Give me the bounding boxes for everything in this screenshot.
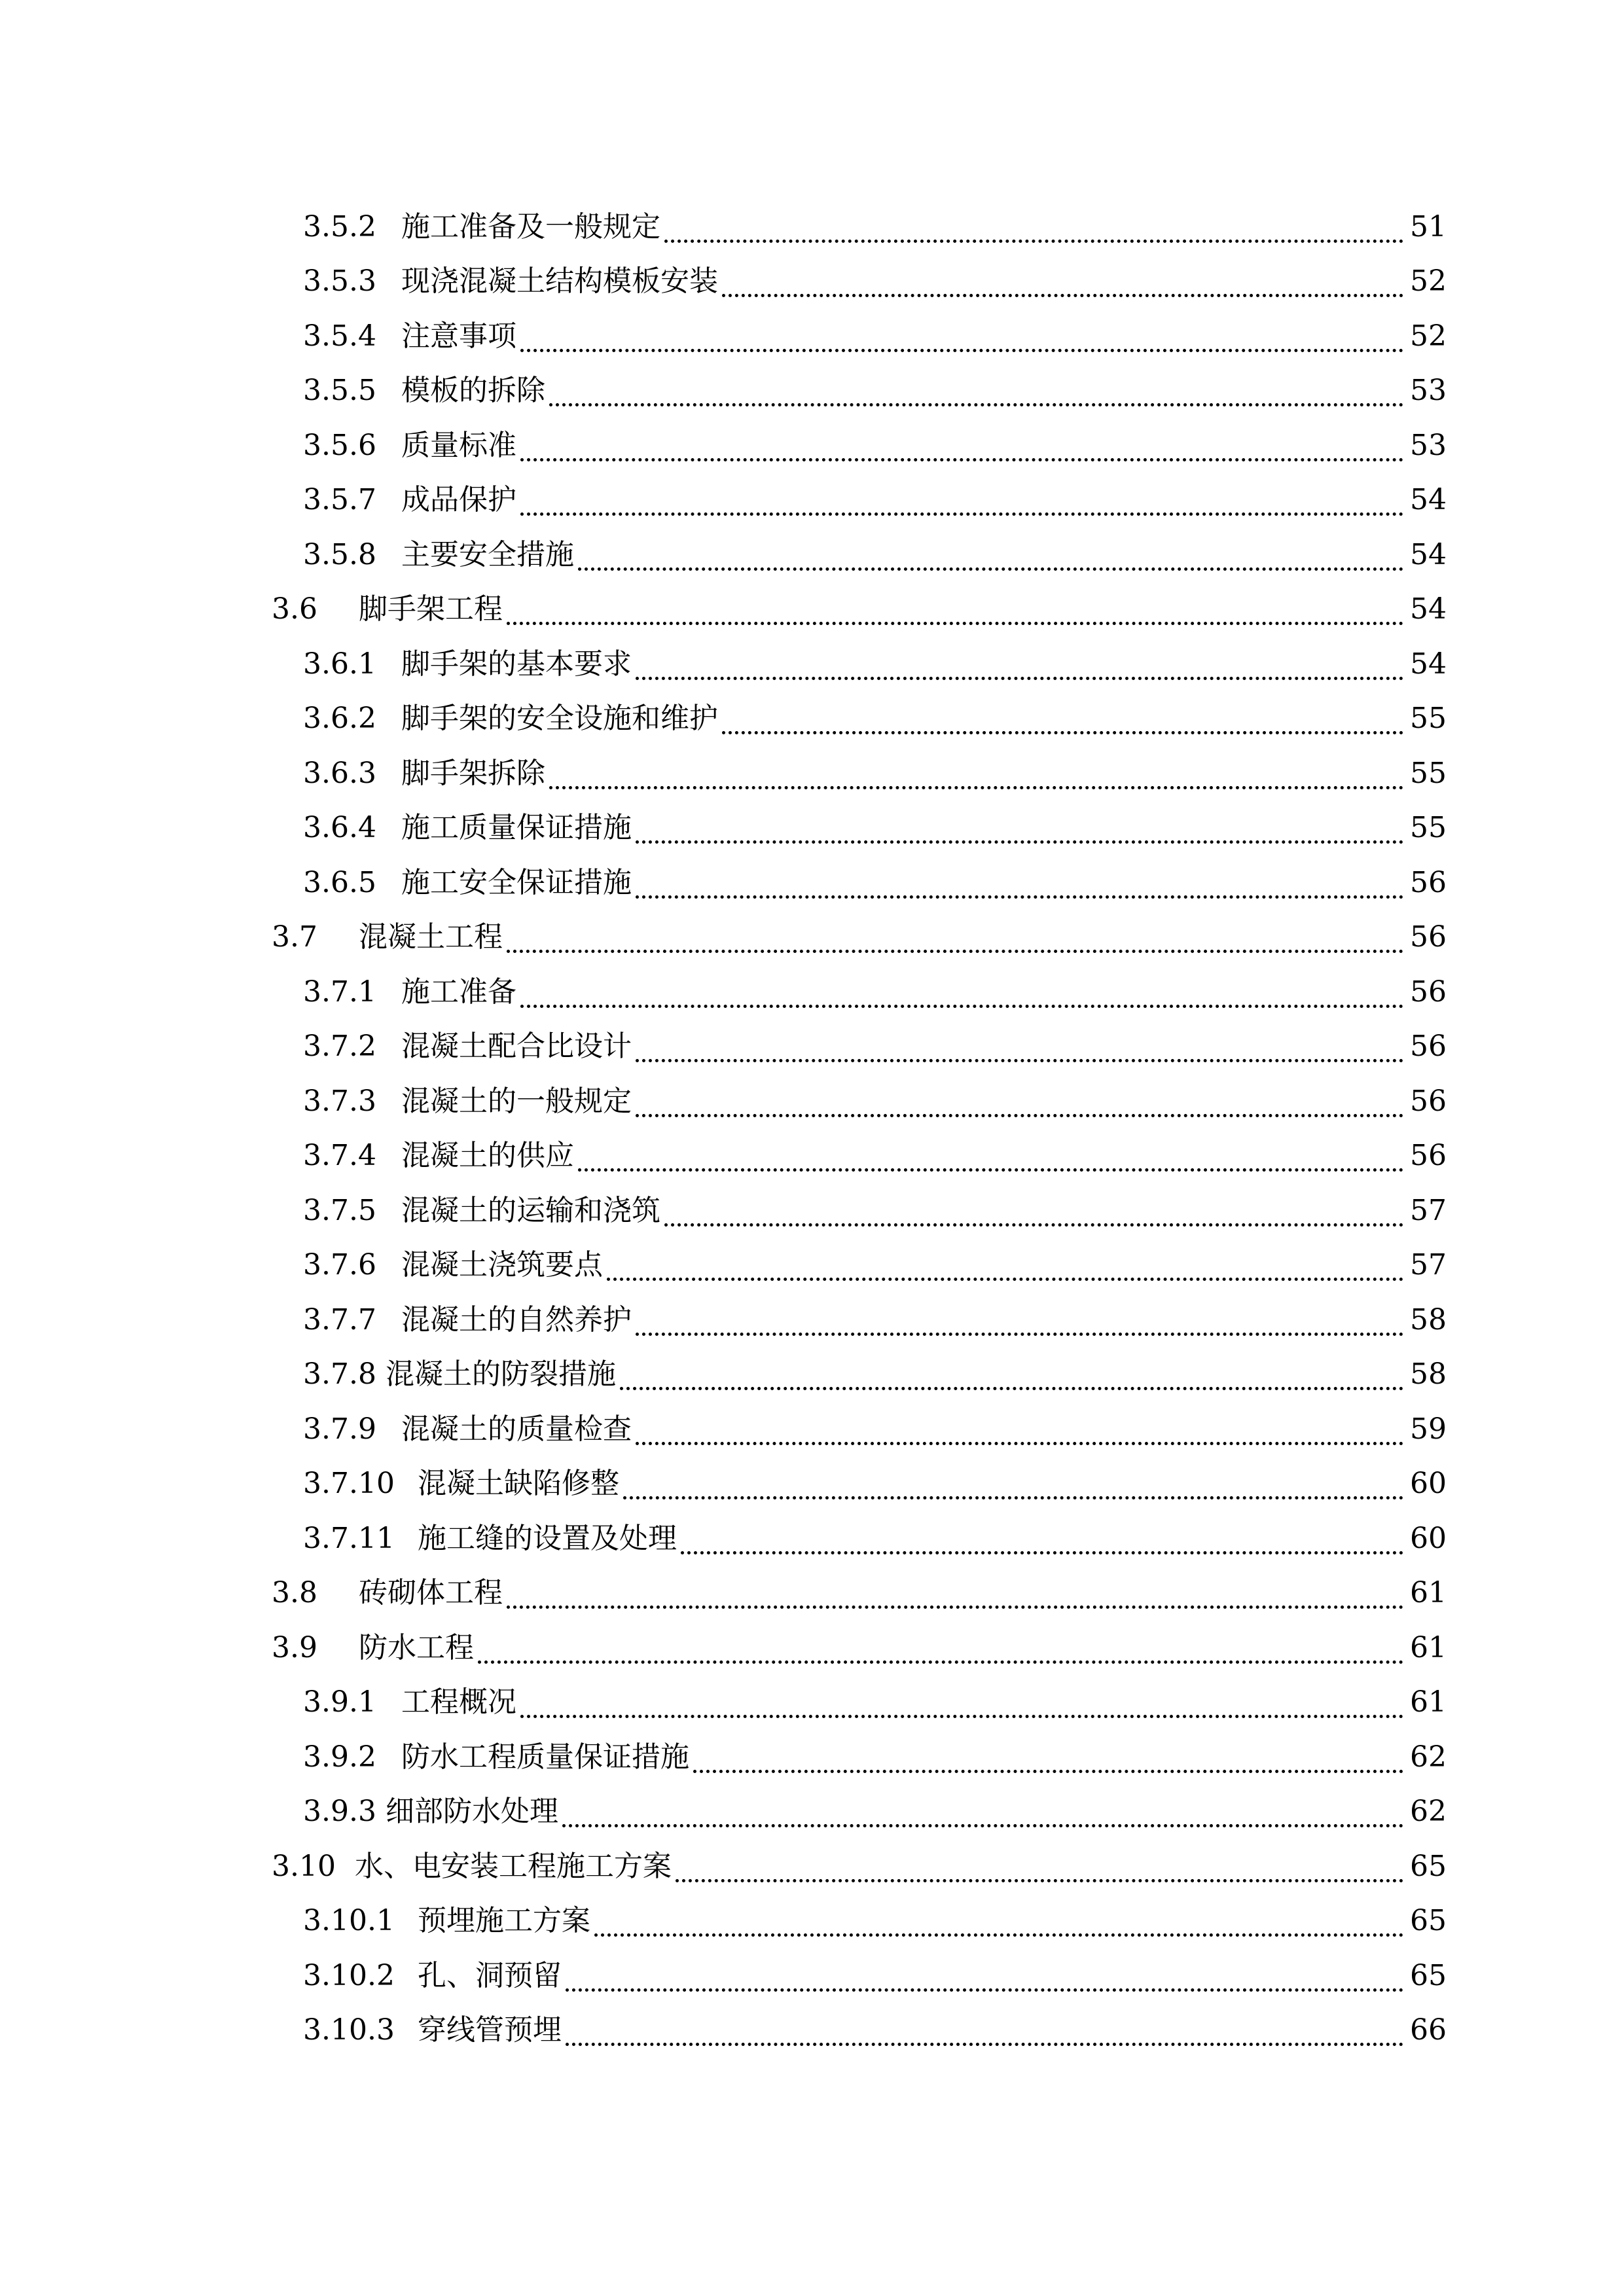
toc-entry-title: 穿线管预埋 <box>418 2013 562 2047</box>
toc-entry-number: 3.7.3 <box>303 1084 376 1118</box>
toc-entry-page-number: 59 <box>1410 1412 1447 1446</box>
dot-leader <box>664 211 1403 243</box>
toc-entry-title: 水、电安装工程施工方案 <box>355 1849 672 1883</box>
toc-entry-title: 混凝土的质量检查 <box>401 1412 632 1446</box>
toc-entry[interactable] <box>272 309 1447 364</box>
toc-entry-number: 3.9.2 <box>303 1740 376 1774</box>
toc-entry-title: 防水工程质量保证措施 <box>401 1740 689 1774</box>
toc-entry-number: 3.6.4 <box>303 811 376 845</box>
toc-entry-number: 3.7.10 <box>303 1467 395 1501</box>
toc-entry[interactable] <box>272 637 1447 692</box>
toc-entry[interactable] <box>272 1948 1447 2003</box>
toc-entry[interactable] <box>272 801 1447 856</box>
toc-entry-page-number: 54 <box>1410 483 1447 517</box>
toc-entry[interactable] <box>272 583 1447 637</box>
toc-entry-number: 3.6 <box>272 592 317 626</box>
toc-entry[interactable] <box>272 1894 1447 1949</box>
dot-leader <box>636 1413 1403 1445</box>
toc-entry-page-number: 65 <box>1410 1958 1447 1992</box>
toc-entry-page-number: 61 <box>1410 1630 1447 1664</box>
dot-leader <box>607 1249 1403 1281</box>
dot-leader <box>664 1194 1403 1227</box>
dot-leader <box>562 1795 1403 1827</box>
dot-leader <box>636 812 1403 844</box>
toc-entry-title: 施工质量保证措施 <box>401 811 632 845</box>
toc-entry-title: 模板的拆除 <box>401 374 545 408</box>
toc-entry-title: 细部防水处理 <box>386 1795 558 1829</box>
toc-entry[interactable] <box>272 965 1447 1020</box>
toc-entry-number: 3.7.5 <box>303 1193 376 1227</box>
dot-leader <box>578 1139 1403 1172</box>
toc-entry-page-number: 66 <box>1410 2013 1447 2047</box>
toc-entry[interactable] <box>272 1785 1447 1840</box>
toc-entry-title: 孔、洞预留 <box>418 1958 562 1992</box>
toc-entry-title: 施工安全保证措施 <box>401 865 632 899</box>
toc-entry[interactable] <box>272 1074 1447 1129</box>
toc-entry-page-number: 52 <box>1410 264 1447 298</box>
toc-entry[interactable] <box>272 1511 1447 1566</box>
toc-entry-title: 工程概况 <box>401 1685 516 1719</box>
toc-entry-page-number: 60 <box>1410 1521 1447 1555</box>
dot-leader <box>722 702 1403 734</box>
toc-entry-title: 现浇混凝土结构模板安装 <box>401 264 718 298</box>
toc-entry-title: 混凝土的一般规定 <box>401 1084 632 1118</box>
toc-entry-page-number: 58 <box>1410 1302 1447 1336</box>
toc-entry-title: 混凝土的防裂措施 <box>386 1357 616 1391</box>
toc-entry-number: 3.9.3 <box>303 1795 376 1829</box>
toc-entry-title: 注意事项 <box>401 319 516 353</box>
dot-leader <box>507 921 1403 953</box>
toc-entry[interactable] <box>272 364 1447 419</box>
toc-entry[interactable] <box>272 1129 1447 1184</box>
dot-leader <box>594 1905 1403 1937</box>
dot-leader <box>520 1686 1403 1718</box>
toc-entry-page-number: 55 <box>1410 756 1447 790</box>
toc-entry-title: 脚手架工程 <box>359 592 503 626</box>
dot-leader <box>520 429 1403 461</box>
toc-entry-page-number: 57 <box>1410 1248 1447 1282</box>
toc-entry-number: 3.7.6 <box>303 1248 376 1282</box>
toc-entry-page-number: 57 <box>1410 1193 1447 1227</box>
dot-leader <box>507 1577 1403 1609</box>
dot-leader <box>722 265 1403 297</box>
toc-entry[interactable] <box>272 692 1447 747</box>
toc-entry-title: 脚手架的基本要求 <box>401 647 632 681</box>
toc-entry-number: 3.6.3 <box>303 756 376 790</box>
toc-entry[interactable] <box>272 255 1447 310</box>
toc-entry-title: 混凝土配合比设计 <box>401 1030 632 1064</box>
dot-leader <box>636 1304 1403 1336</box>
toc-entry[interactable] <box>272 1348 1447 1403</box>
dot-leader <box>578 539 1403 571</box>
dot-leader <box>520 484 1403 516</box>
toc-entry[interactable] <box>272 1621 1447 1676</box>
dot-leader <box>520 320 1403 352</box>
toc-entry-number: 3.9 <box>272 1630 317 1664</box>
toc-entry-number: 3.10.3 <box>303 2013 395 2047</box>
toc-entry-page-number: 62 <box>1410 1740 1447 1774</box>
dot-leader <box>623 1467 1403 1499</box>
toc-entry-title: 防水工程 <box>359 1630 474 1664</box>
toc-entry[interactable] <box>272 1457 1447 1512</box>
toc-entry-page-number: 53 <box>1410 374 1447 408</box>
toc-entry-page-number: 52 <box>1410 319 1447 353</box>
dot-leader <box>520 976 1403 1008</box>
toc-entry-number: 3.7.11 <box>303 1521 395 1555</box>
toc-entry-page-number: 61 <box>1410 1576 1447 1610</box>
toc-entry-title: 混凝土缺陷修整 <box>418 1467 619 1501</box>
toc-entry-title: 砖砌体工程 <box>359 1576 503 1610</box>
dot-leader <box>636 867 1403 899</box>
toc-entry-number: 3.6.1 <box>303 647 376 681</box>
toc-entry-page-number: 56 <box>1410 1084 1447 1118</box>
toc-entry[interactable] <box>272 1839 1447 1894</box>
toc-entry[interactable] <box>272 1402 1447 1457</box>
dot-leader <box>676 1850 1403 1882</box>
toc-entry-title: 主要安全措施 <box>401 537 574 571</box>
toc-entry-number: 3.7.8 <box>303 1357 376 1391</box>
toc-entry-title: 施工准备 <box>401 975 516 1009</box>
toc-entry-title: 混凝土的自然养护 <box>401 1302 632 1336</box>
toc-entry-page-number: 55 <box>1410 702 1447 736</box>
toc-entry-number: 3.5.5 <box>303 374 376 408</box>
toc-entry-page-number: 56 <box>1410 865 1447 899</box>
toc-entry-number: 3.6.2 <box>303 702 376 736</box>
toc-entry[interactable] <box>272 473 1447 528</box>
toc-entry-page-number: 56 <box>1410 920 1447 954</box>
toc-entry-number: 3.5.7 <box>303 483 376 517</box>
toc-entry[interactable] <box>272 910 1447 965</box>
toc-entry[interactable] <box>272 1183 1447 1238</box>
toc-entry-number: 3.9.1 <box>303 1685 376 1719</box>
toc-entry-title: 质量标准 <box>401 428 516 462</box>
toc-entry-title: 成品保护 <box>401 483 516 517</box>
toc-entry-page-number: 55 <box>1410 811 1447 845</box>
toc-entry[interactable] <box>272 855 1447 910</box>
toc-entry-title: 脚手架拆除 <box>401 756 545 790</box>
toc-entry-title: 预埋施工方案 <box>418 1904 590 1938</box>
toc-entry-page-number: 54 <box>1410 647 1447 681</box>
toc-entry-number: 3.10.1 <box>303 1904 395 1938</box>
toc-entry-title: 混凝土的运输和浇筑 <box>401 1193 660 1227</box>
toc-entry-page-number: 60 <box>1410 1467 1447 1501</box>
toc-entry-number: 3.5.6 <box>303 428 376 462</box>
toc-entry-number: 3.8 <box>272 1576 317 1610</box>
toc-entry-page-number: 62 <box>1410 1795 1447 1829</box>
dot-leader <box>566 2014 1403 2046</box>
toc-entry[interactable] <box>272 418 1447 473</box>
toc-entry-number: 3.7.9 <box>303 1412 376 1446</box>
dot-leader <box>549 374 1403 406</box>
toc-entry-page-number: 51 <box>1410 209 1447 243</box>
toc-entry-number: 3.10.2 <box>303 1958 395 1992</box>
dot-leader <box>507 593 1403 625</box>
toc-entry[interactable] <box>272 528 1447 583</box>
table-of-contents <box>272 200 1447 2058</box>
dot-leader <box>636 1030 1403 1062</box>
dot-leader <box>693 1741 1403 1773</box>
toc-entry[interactable] <box>272 2003 1447 2058</box>
toc-entry[interactable] <box>272 1293 1447 1348</box>
toc-entry[interactable] <box>272 200 1447 255</box>
dot-leader <box>636 1085 1403 1117</box>
toc-entry[interactable] <box>272 1566 1447 1621</box>
dot-leader <box>566 1960 1403 1992</box>
dot-leader <box>478 1632 1403 1664</box>
toc-entry-number: 3.7 <box>272 920 317 954</box>
toc-entry-number: 3.7.1 <box>303 975 376 1009</box>
toc-entry-page-number: 54 <box>1410 537 1447 571</box>
toc-entry-page-number: 65 <box>1410 1849 1447 1883</box>
dot-leader <box>620 1358 1403 1390</box>
toc-entry[interactable] <box>272 1238 1447 1293</box>
toc-entry-title: 脚手架的安全设施和维护 <box>401 702 718 736</box>
toc-entry-number: 3.5.2 <box>303 209 376 243</box>
toc-entry[interactable] <box>272 1020 1447 1075</box>
toc-entry[interactable] <box>272 1676 1447 1731</box>
toc-entry-number: 3.5.4 <box>303 319 376 353</box>
toc-entry-page-number: 54 <box>1410 592 1447 626</box>
toc-entry-number: 3.7.7 <box>303 1302 376 1336</box>
dot-leader <box>549 757 1403 789</box>
toc-entry-title: 混凝土浇筑要点 <box>401 1248 603 1282</box>
toc-entry-page-number: 56 <box>1410 975 1447 1009</box>
toc-entry-title: 混凝土的供应 <box>401 1139 574 1173</box>
toc-entry-page-number: 61 <box>1410 1685 1447 1719</box>
toc-entry-page-number: 53 <box>1410 428 1447 462</box>
toc-entry-number: 3.7.2 <box>303 1030 376 1064</box>
toc-entry-title: 施工缝的设置及处理 <box>418 1521 677 1555</box>
toc-entry-title: 施工准备及一般规定 <box>401 209 660 243</box>
dot-leader <box>681 1522 1403 1554</box>
toc-entry-number: 3.10 <box>272 1849 336 1883</box>
toc-entry[interactable] <box>272 1730 1447 1785</box>
toc-entry-title: 混凝土工程 <box>359 920 503 954</box>
toc-entry-number: 3.7.4 <box>303 1139 376 1173</box>
toc-entry-number: 3.6.5 <box>303 865 376 899</box>
toc-entry-page-number: 56 <box>1410 1139 1447 1173</box>
toc-entry-number: 3.5.8 <box>303 537 376 571</box>
toc-entry[interactable] <box>272 746 1447 801</box>
dot-leader <box>636 648 1403 680</box>
toc-entry-page-number: 56 <box>1410 1030 1447 1064</box>
toc-entry-number: 3.5.3 <box>303 264 376 298</box>
toc-entry-page-number: 58 <box>1410 1357 1447 1391</box>
toc-entry-page-number: 65 <box>1410 1904 1447 1938</box>
